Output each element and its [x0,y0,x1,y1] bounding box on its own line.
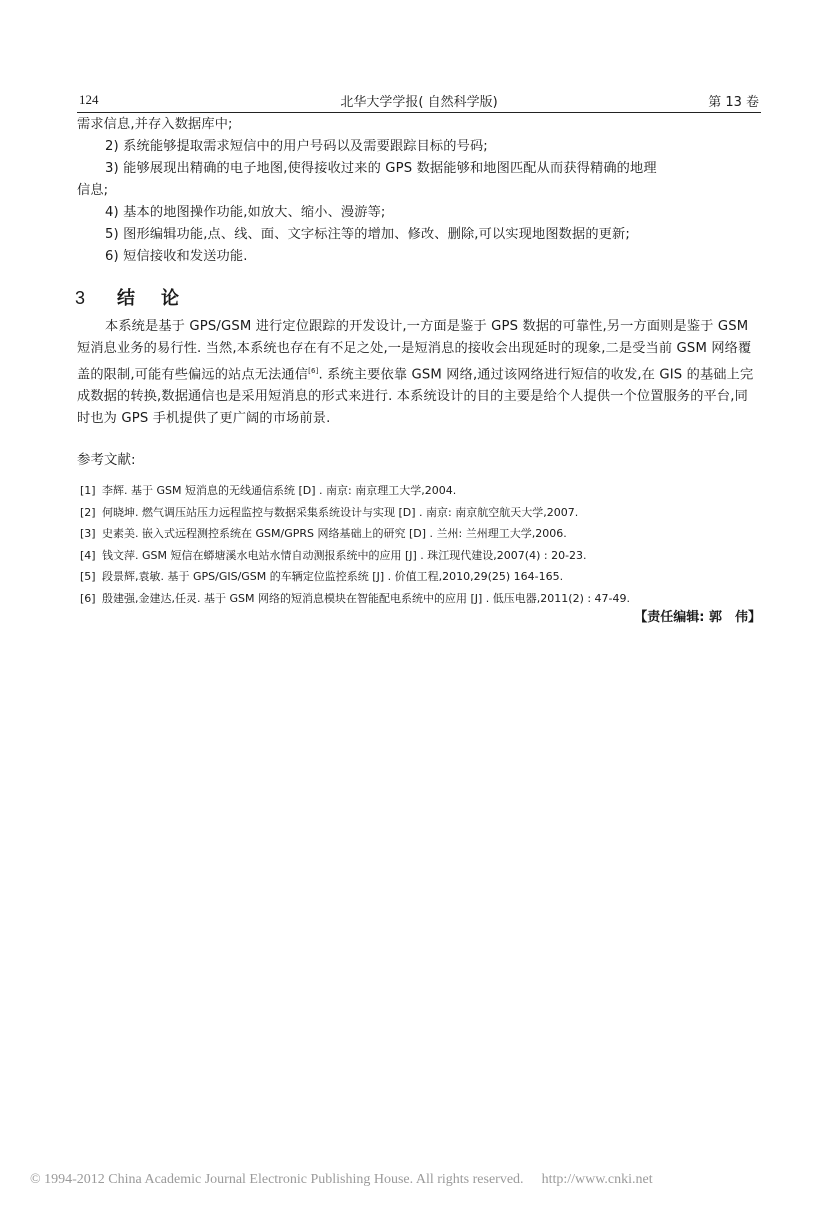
journal-title: 北华大学学报( 自然科学版) [340,95,498,110]
references-heading: 参考文献: [77,452,136,468]
conclusion-text-1: 本系统是基于 GPS/GSM 进行定位跟踪的开发设计,一方面是鉴于 GPS 数据的可靠性,另一方面则是鉴于 GSM 短消息业务的易行性. 当然,本系统也存在有不足之处,一是短消息的接收会出现延时的现象,二是受当前 GSM 网络覆盖的限制,可能有些偏远的站点无法通信 [77,319,752,383]
section-title-part1: 结 [117,288,136,309]
section-number: 3 [75,288,87,308]
reference-item: [6] 殷建强,金建达,任灵. 基于 GSM 网络的短消息模块在智能配电系统中的应用 [J] . 低压电器,2011(2) : 47-49. [80,591,631,605]
section-title-part2: 论 [161,288,180,309]
section-heading [75,284,180,310]
list-item: 信息; [77,183,109,198]
page-number: 124 [79,92,99,107]
reference-item: [1] 李辉. 基于 GSM 短消息的无线通信系统 [D] . 南京: 南京理工大学,2004. [80,484,457,497]
reference-item: [4] 钱文萍. GSM 短信在蟒塘溪水电站水情自动测报系统中的应用 [J] . 珠江现代建设,2007(4) : 20-23. [80,548,587,562]
list-item: 需求信息,并存入数据库中; [77,117,233,132]
page-header [77,90,761,113]
volume-label: 第 13 卷 [708,95,759,110]
conclusion-text-2: . 系统主要依靠 GSM 网络,通过该网络进行短信的收发,在 GIS 的基础上完成数据的转换,数据通信也是采用短消息的形式来进行. 本系统设计的目的主要是给个人提供一个位置服务的平台,同时也为 GPS 手机提供了更广阔的市场前景. [77,367,754,427]
citation-marker: [6] [308,367,319,375]
list-item: 3) 能够展现出精确的电子地图,使得接收过来的 GPS 数据能够和地图匹配从而获得精确的地理 [105,161,657,176]
reference-item: [3] 史素美. 嵌入式远程测控系统在 GSM/GPRS 网络基础上的研究 [D] . 兰州: 兰州理工大学,2006. [80,527,567,541]
requirements-list [77,114,761,268]
references-list [80,480,780,610]
list-item: 6) 短信接收和发送功能. [105,249,248,264]
copyright-footer [30,1172,653,1188]
copyright-text: © 1994-2012 China Academic Journal Electronic Publishing House. All rights reserved. [30,1172,524,1187]
reference-item: [2] 何晓坤. 燃气调压站压力远程监控与数据采集系统设计与实现 [D] . 南京: 南京航空航天大学,2007. [80,505,579,519]
list-item: 2) 系统能够提取需求短信中的用户号码以及需要跟踪目标的号码; [105,139,488,154]
responsible-editor: 【责任编辑: 郭 伟】 [634,610,761,625]
reference-item: [5] 段景辉,袁敏. 基于 GPS/GIS/GSM 的车辆定位监控系统 [J] . 价值工程,2010,29(25) 164-165. [80,570,564,584]
list-item: 5) 图形编辑功能,点、线、面、文字标注等的增加、修改、删除,可以实现地图数据的更新; [105,227,630,242]
cnki-link[interactable]: http://www.cnki.net [541,1172,653,1187]
conclusion-paragraph [77,316,761,430]
list-item: 4) 基本的地图操作功能,如放大、缩小、漫游等; [105,205,386,220]
